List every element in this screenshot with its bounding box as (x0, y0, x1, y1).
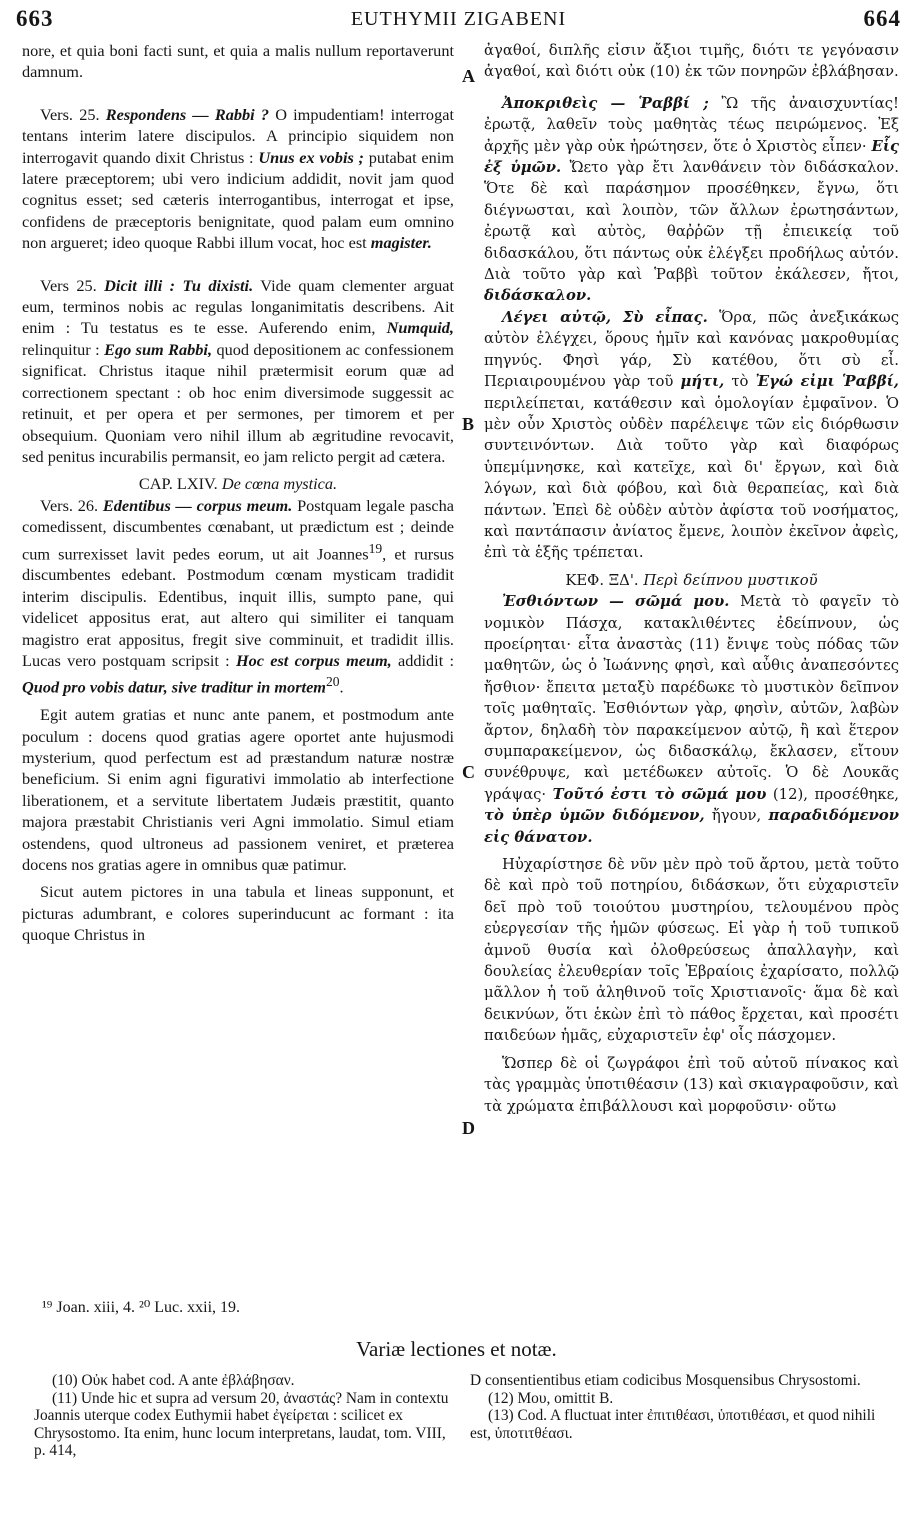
body-text: putabat enim latere præceptorem; ubi vero indicium addidit, novit jam quod cognitus esset; sed cæteris interrogantibus, interrogat et ipse, confidens de præceptoris benignitate, quod palam eum omnino non argueret; ideo quoque Rabbi illum vocat, hoc est (22, 147, 454, 253)
body-text: Postquam legale pascha comedissent, discumbentes cœnabant, ut prædictum est ; deinde cum surrexisset lavit pedes eorum, ut ait Joannes (22, 495, 455, 563)
latin-paragraph: Egit autem gratias et nunc ante panem, et postmodum ante poculum : docens quod gratias agere oportet ante hujusmodi mysterium, quod perfectum est ad præstandum naturæ nostræ beneficium. Si enim agni figurativi immolatio ab interfectione liberationem, et a servitute libertatem Judæis præstitit, quanto majora præstabit Christianis veri Agni immolatio. Simul etiam ostendens, quod ultroneus ad passionem veniret, et præterea docens nos gratias agere in omnibus quæ patimur. (22, 705, 454, 875)
quotation: διδάσκαλον. (484, 287, 592, 305)
margin-letter-c: C (462, 762, 475, 782)
greek-column (484, 40, 899, 1117)
quotation: Ἐγώ εἰμι Ῥαββί, (755, 373, 899, 391)
margin-letter-a: A (462, 66, 475, 86)
quotation: Τοῦτό ἐστι τὸ σῶμά μου (552, 785, 767, 803)
note-item: (13) Cod. A fluctuat inter ἐπιτιθέασι, ὑποτιθέασι, et quod nihili est, ὑποτιτθέασι. (470, 1407, 876, 1442)
chapter-title: De cœna mystica. (221, 474, 338, 494)
quotation: Ego sum Rabbi, (104, 339, 213, 359)
body-text: , et rursus discumbentes edebant. Postmodum cœnam mysticam tradidit interim discipulis. Edentibus, inquit illis, sumpto pane, qui videlicet appositus erat, aut altero qui similiter ei tanquam magistro erat appositus, fregit sive comminuit, et tradidit illis. Lucas vero postquam scripsit : (22, 543, 455, 670)
latin-paragraph (22, 275, 454, 468)
lemma: Λέγει αὐτῷ, Σὺ εἶπας. (502, 308, 708, 326)
body-text: quod depositionem ac confessionem significat. Christus itaque nihil prætermisit eorum quæ ad correctionem spectant : ob hoc enim diversimode suggessit ac retinuit, et per opera et per sermones, per timorem et per obsequium. Quoniam vero nihil illum ab ægritudine revocavit, sed penitus incurabilis permansit, eo jam relicto pergit ad cætera. (22, 339, 454, 466)
body-text: Ὤετο γὰρ ἔτι λανθάνειν τὸν διδάσκαλον. Ὅτε δὲ καὶ παράσημον προσέθηκεν, ἔγνω, ὅτι διέγνωσται, καὶ λοιπὸν, τῶν ἄλλων ἐρωτησάντων, ἐρωτᾷ καὶ αὐτὸς, θαῤῥῶν τῇ ἐπιεικείᾳ τοῦ διδασκάλου, ὅτι πάντως οὐκ ἐλέγξει προδήλως αὐτόν. Διὰ τοῦτο γὰρ καὶ Ῥαββὶ τοῦτον ἐκάλεσεν, ἤτοι, (484, 159, 899, 284)
quotation: magister. (370, 233, 432, 253)
variae-lectiones-title: Variæ lectiones et notæ. (356, 1337, 557, 1361)
lemma: Respondens — Rabbi ? (105, 104, 270, 124)
page-number-right: 664 (863, 6, 901, 31)
lemma: Edentibus — corpus meum. (102, 495, 293, 515)
body-text: περιλείπεται, κατάθεσιν καὶ ὁμολογίαν ἐμφαῖνον. Ὁ μὲν οὖν Χριστὸς οὐδὲν παρέλειψε τῶν εἰς διόρθωσιν συντεινόντων. Διὰ τοῦτο γὰρ καὶ διαφόρως ὑπεμίμνησκε, καὶ κατεῖχε, καὶ δι' ἔργων, καὶ διὰ λόγων, καὶ διὰ φόβου, καὶ διὰ θεραπείας, καὶ διὰ πάντων. Ἐπεὶ δὲ οὐδὲν αὐτὸν ἀφίστα τοῦ νοσήματος, καὶ παντάπασιν ἀνίατος ἔμενε, λοιπὸν ἐκεῖνον ἀφεὶς, ἐπὶ τὰ ἑξῆς τρέπεται. (484, 394, 899, 562)
body-text: Vide quam clementer arguat eum, terminos nobis ac regulas longanimitatis describens. Ait enim : Tu testatus es te esse. Auferendo enim, (22, 275, 455, 338)
body-text: relinquitur : (22, 339, 100, 359)
greek-paragraph: ἀγαθοί, διπλῆς εἰσιν ἄξιοι τιμῆς, διότι τε γεγόνασιν ἀγαθοί, καὶ διότι οὐκ (10) ἐκ τῶν πονηρῶν ἐβλάβησαν. (484, 42, 899, 81)
footnote-ref: 20 (325, 674, 340, 690)
body-text: Ὅρα, πῶς ἀνεξικάκως αὐτὸν ἐλέγχει, ὅρους ἡμῖν καὶ κανόνας μακροθυμίας πηγνύς. Φησὶ γάρ, Σὺ κατέθου, ὅτι σὺ εἶ. Περιαιρουμένου γὰρ τοῦ (484, 308, 899, 391)
body-text: addidit : (398, 650, 455, 670)
latin-paragraph: Sicut autem pictores in una tabula et lineas supponunt, et picturas adumbrant, e colores superinducunt ac formant : ita quoque Christus in (22, 882, 454, 945)
lemma: Ἀποκριθεὶς — Ῥαββί ; (502, 94, 709, 112)
latin-paragraph: nore, et quia boni facti sunt, et quia a malis nullum reportaverunt damnum. (22, 41, 454, 82)
greek-paragraph (484, 307, 899, 564)
note-item: (10) Οὐκ habet cod. A ante ἐβλάβησαν. (52, 1372, 295, 1389)
body-text: Μετὰ τὸ φαγεῖν τὸ νομικὸν Πάσχα, κατακλιθέντες ἐδείπνουν, ὡς προείρηται· εἶτα ἀναστὰς (11) ἔνιψε τοὺς πόδας τῶν μαθητῶν, ὡς ὁ Ἰωάννης φησὶ, καὶ αὖθις ἀναπεσόντες ἤσθιον· ἔπειτα μεταξὺ παρέδωκε τὸ μυστικὸν δεῖπνον τοῖς μαθηταῖς. Ἐσθιόντων γὰρ, φησὶν, αὐτῶν, λαβὼν ἄρτον, δηλαδὴ τὸν παρακείμενον αὐτῷ, ἢ καὶ ἕτερον συμπαρακείμενον, ὡς διδασκάλῳ, ἔκλασεν, εἴτουν συνέθρυψε, καὶ μετέδωκεν αὐτοῖς. Ὁ δὲ Λουκᾶς γράψας· (484, 593, 899, 803)
note-item: (11) Unde hic et supra ad versum 20, ἀναστάς? Nam in contextu Joannis uterque codex Euthymii habet ἐγείρεται : scilicet ex Chrysostomo. Ita enim, hunc locum interpretans, laudat, tom. VIII, p. 414, (34, 1389, 449, 1460)
chapter-number: CAP. LXIV. (138, 474, 218, 494)
footnotes: ¹⁹ Joan. xiii, 4. ²⁰ Luc. xxii, 19. (42, 1299, 241, 1316)
margin-letter-d: D (462, 1118, 475, 1138)
greek-paragraph (484, 93, 899, 307)
notes-right-column (470, 1372, 890, 1442)
quotation: μήτι, (680, 373, 725, 391)
greek-paragraph: Ηὐχαρίστησε δὲ νῦν μὲν πρὸ τοῦ ἄρτου, μετὰ τοῦτο δὲ καὶ πρὸ τοῦ ποτηρίου, διδάσκων, ὅτι εὐχαριστεῖν δεῖ πρὸ τοῦ τοιούτου μυστηρίου, τελουμένου πρὸς εὐεργεσίαν τῆς ἡμῶν φύσεως. Εἰ γὰρ ἡ τοῦ τυπικοῦ ἀμνοῦ θυσία καὶ ὀλοθρεύσεως ἀπαλλαγὴν, καὶ δουλείας ἐλευθερίαν τοῖς Ἑβραίοις ἐχαρίσατο, πολλῷ μᾶλλον ἡ τοῦ ἀληθινοῦ τοῖς Χριστιανοῖς· ἅμα δὲ καὶ δεικνύων, ὅτι ἑκὼν ἐπὶ τὸ πάθος ἔρχεται, καὶ προσέτι παιδεύων ἡμᾶς, εὐχαριστεῖν ἐφ' οἷς πάσχομεν. (484, 856, 899, 1045)
notes-left-column (34, 1372, 454, 1460)
latin-column (22, 40, 454, 946)
lemma: Ἐσθιόντων — σῶμά μου. (502, 593, 730, 611)
quotation: Unus ex vobis ; (258, 147, 364, 167)
verse-ref: Vers. 25. (40, 104, 100, 124)
footnote-ref: 19 (368, 540, 383, 556)
note-item: D consentientibus etiam codicibus Mosquensibus Chrysostomi. (470, 1372, 861, 1389)
greek-paragraph: Ὥσπερ δὲ οἱ ζωγράφοι ἐπὶ τοῦ αὐτοῦ πίνακος καὶ τὰς γραμμὰς ὑποτιθέασιν (13) καὶ σκιαγραφοῦσιν, καὶ τὰ χρώματα ἐπιβάλλουσι καὶ μορφοῦσιν· οὕτω (484, 1054, 899, 1115)
quotation: Numquid, (386, 318, 455, 338)
verse-ref: Vers. 26. (40, 495, 99, 515)
body-text: ἤγουν, (711, 807, 762, 825)
body-text: . (339, 677, 344, 697)
greek-paragraph (484, 591, 899, 848)
running-title: EUTHYMII ZIGABENI (350, 8, 567, 30)
margin-letter-b: B (462, 414, 475, 434)
body-text: Ὢ τῆς ἀναισχυντίας! ἐρωτᾷ, λαθεῖν τοὺς μαθητὰς τέως πειρώμενος. Ἐξ ἀρχῆς μὲν γὰρ οὐκ ἠρώτησεν, ὅτε ὁ Χριστὸς εἶπεν· (484, 94, 899, 155)
latin-paragraph (22, 104, 454, 254)
page-number-left: 663 (16, 6, 54, 31)
quotation: Quod pro vobis datur, sive traditur in mortem (22, 677, 326, 697)
latin-paragraph (22, 495, 454, 699)
verse-ref: Vers 25. (40, 275, 97, 295)
chapter-heading (22, 473, 454, 494)
quotation: τὸ ὑπὲρ ὑμῶν διδόμενον, (484, 807, 705, 825)
lemma: Dicit illi : Tu dixisti. (104, 275, 254, 295)
chapter-title: Περὶ δείπνου μυστικοῦ (643, 571, 818, 589)
page-header (16, 6, 901, 36)
note-item: (12) Μου, omittit B. (488, 1389, 614, 1407)
body-text: O impudentiam! interrogat tentans interim latere discipulos. A principio siquidem non interrogavit quando dixit Christus : (22, 104, 454, 167)
quotation: Hoc est corpus meum, (235, 650, 392, 670)
chapter-heading (484, 570, 899, 591)
body-text: τὸ (731, 373, 749, 391)
quotation: παραδιδόμενον εἰς θάνατον. (484, 807, 899, 846)
quotation: Εἷς ἐξ ὑμῶν. (484, 137, 899, 177)
body-text: (12), προσέθηκε, (772, 785, 899, 803)
chapter-number: ΚΕΦ. ΞΔ'. (565, 571, 639, 589)
